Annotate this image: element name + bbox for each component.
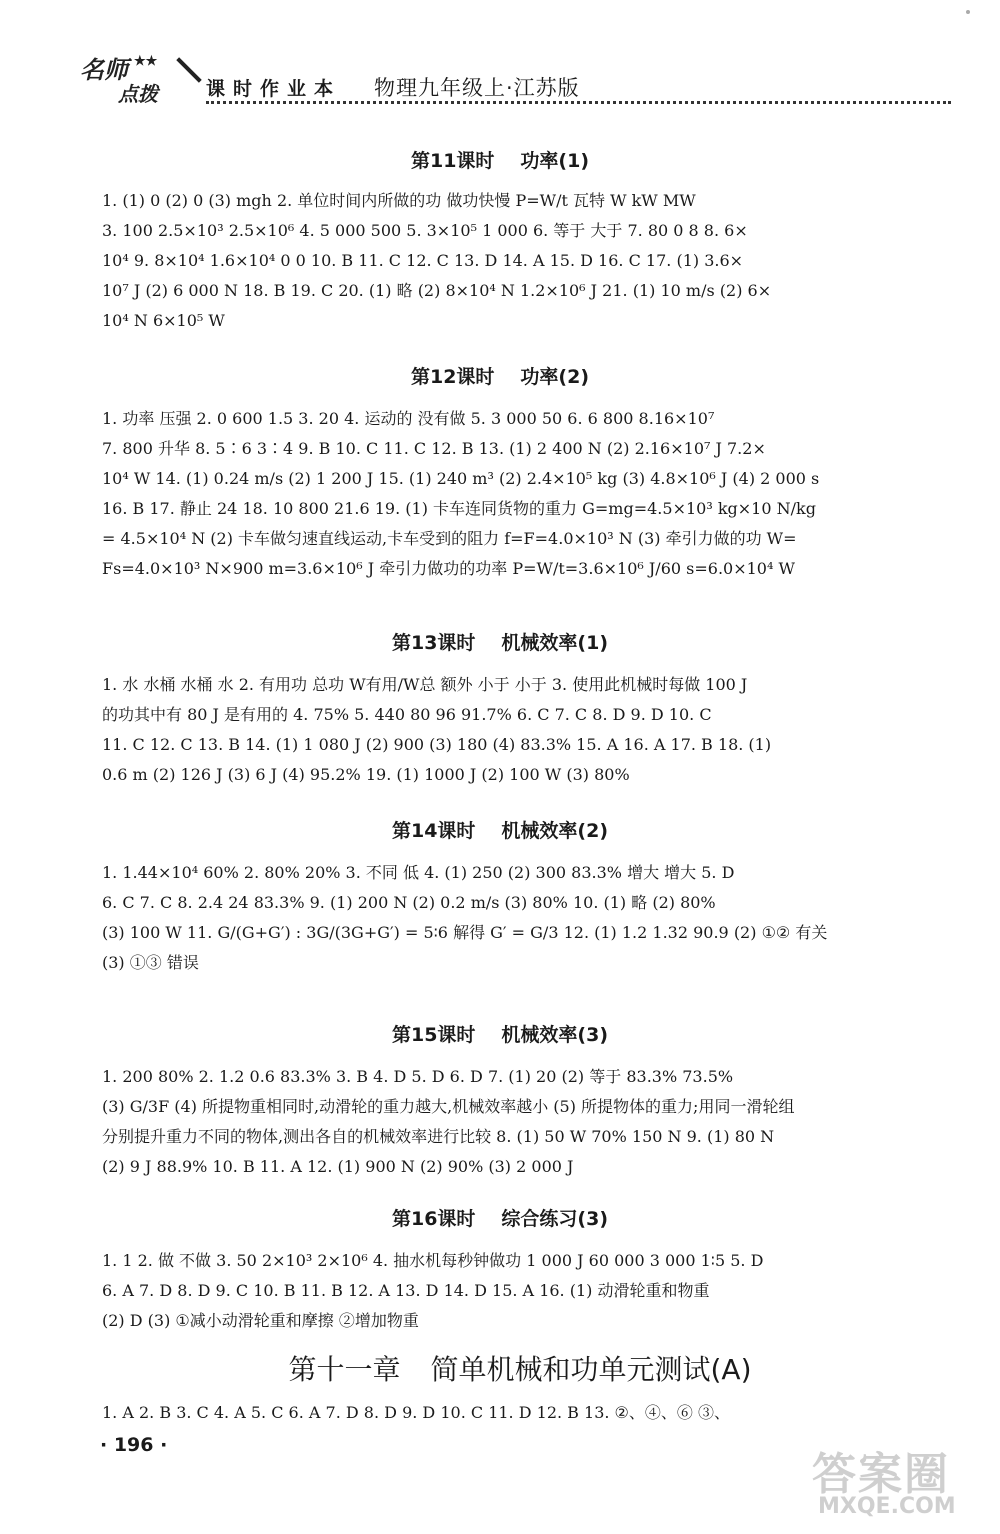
answer-line: 6. A 7. D 8. D 9. C 10. B 11. B 12. A 13. D 14. D 15. A 16. (1) 动滑轮重和物重 (102, 1281, 710, 1300)
answer-block (102, 404, 950, 584)
answer-line: 1. 200 80% 2. 1.2 0.6 83.3% 3. B 4. D 5. D 6. D 7. (1) 20 (2) 等于 83.3% 73.5% (102, 1067, 734, 1086)
answer-line: 16. B 17. 静止 24 18. 10 800 21.6 19. (1) 卡车连同货物的重力 G=mg=4.5×10³ kg×10 N/kg (102, 499, 816, 518)
answer-line: 10⁴ 9. 8×10⁴ 1.6×10⁴ 0 0 10. B 11. C 12. C 13. D 14. A 15. D 16. C 17. (1) 3.6× (102, 251, 744, 270)
answer-block (102, 670, 950, 790)
section-name: 机械效率(1) (501, 632, 609, 654)
answer-line: 1. 功率 压强 2. 0 600 1.5 3. 20 4. 运动的 没有做 5. 3 000 50 6. 6 800 8.16×10⁷ (102, 409, 715, 428)
answer-line: 1. 水 水桶 水桶 水 2. 有用功 总功 W有用/W总 额外 小于 小于 3. 使用此机械时每做 100 J (102, 675, 748, 694)
answer-block (102, 186, 950, 336)
answer-line: 1. A 2. B 3. C 4. A 5. C 6. A 7. D 8. D 9. D 10. C 11. D 12. B 13. ②、④、⑥ ③、 (102, 1403, 730, 1422)
answer-line: = 4.5×10⁴ N (2) 卡车做匀速直线运动,卡车受到的阻力 f=F=4.0×10³ N (3) 牵引力做的功 W= (102, 529, 797, 548)
section-name: 机械效率(2) (501, 820, 609, 842)
section-name: 功率(2) (520, 366, 590, 388)
watermark-url: MXQE.COM (818, 1494, 956, 1519)
logo-line1: 名师 (80, 55, 128, 84)
chapter-number: 第十一章 (288, 1353, 401, 1386)
answer-line: Fs=4.0×10³ N×900 m=3.6×10⁶ J 牵引力做功的功率 P=W/t=3.6×10⁶ J/60 s=6.0×10⁴ W (102, 559, 795, 578)
answer-line: 7. 800 升华 8. 5∶6 3∶4 9. B 10. C 11. C 12. B 13. (1) 2 400 N (2) 2.16×10⁷ J 7.2× (102, 439, 766, 458)
star-icon: ★★ (134, 54, 158, 69)
answer-line: 11. C 12. C 13. B 14. (1) 1 080 J (2) 900 (3) 180 (4) 83.3% 15. A 16. A 17. B 18. (1) (102, 735, 772, 754)
section-title (0, 1204, 1000, 1231)
corner-dot (966, 10, 970, 14)
watermark (812, 1438, 972, 1522)
watermark-logo: 答案圈 (812, 1449, 950, 1500)
answer-line: (2) 9 J 88.9% 10. B 11. A 12. (1) 900 N (2) 90% (3) 2 000 J (102, 1157, 574, 1176)
section-name: 综合练习(3) (501, 1208, 609, 1230)
answer-block (102, 1246, 950, 1336)
book-title: 物理九年级上·江苏版 (374, 76, 580, 100)
answer-line: (3) G/3F (4) 所提物重相同时,动滑轮的重力越大,机械效率越小 (5) 所提物体的重力;用同一滑轮组 (102, 1097, 795, 1116)
logo-line2: 点拨 (118, 82, 158, 106)
answer-line: 的功其中有 80 J 是有用的 4. 75% 5. 440 80 96 91.7% 6. C 7. C 8. D 9. D 10. C (102, 705, 712, 724)
answer-line: 1. 1.44×10⁴ 60% 2. 80% 20% 3. 不同 低 4. (1) 250 (2) 300 83.3% 增大 增大 5. D (102, 863, 735, 882)
header-divider (206, 101, 951, 104)
answer-block (102, 858, 950, 978)
section-number: 第15课时 (391, 1024, 476, 1046)
section-name: 功率(1) (520, 150, 590, 172)
answer-line: 3. 100 2.5×10³ 2.5×10⁶ 4. 5 000 500 5. 3×10⁵ 1 000 6. 等于 大于 7. 80 0 8 8. 6× (102, 221, 748, 240)
answer-block (102, 1398, 950, 1428)
section-title (0, 1020, 1000, 1047)
section-title (0, 362, 1000, 389)
publisher-logo (78, 54, 198, 108)
section-number: 第12课时 (410, 366, 495, 388)
section-title (0, 146, 1000, 173)
answer-line: 1. 1 2. 做 不做 3. 50 2×10³ 2×10⁶ 4. 抽水机每秒钟做功 1 000 J 60 000 3 000 1∶5 5. D (102, 1251, 764, 1270)
section-number: 第11课时 (410, 150, 495, 172)
page-number: · 196 · (100, 1434, 168, 1456)
answer-line: 分别提升重力不同的物体,测出各自的机械效率进行比较 8. (1) 50 W 70% 150 N 9. (1) 80 N (102, 1127, 775, 1146)
answer-line: (3) ①③ 错误 (102, 953, 199, 972)
section-title (0, 816, 1000, 843)
page-header (78, 46, 948, 110)
answer-line: 0.6 m (2) 126 J (3) 6 J (4) 95.2% 19. (1) 1000 J (2) 100 W (3) 80% (102, 765, 630, 784)
chapter-name: 简单机械和功单元测试(A) (430, 1353, 752, 1386)
section-title (0, 628, 1000, 655)
answer-line: (3) 100 W 11. G/(G+G′) : 3G/(3G+G′) = 5∶6 解得 G′ = G/3 12. (1) 1.2 1.32 90.9 (2) ①② 有关 (102, 923, 828, 942)
section-number: 第14课时 (391, 820, 476, 842)
chapter-title (0, 1348, 1000, 1388)
wand-icon (176, 57, 201, 82)
answer-line: 10⁴ W 14. (1) 0.24 m/s (2) 1 200 J 15. (1) 240 m³ (2) 2.4×10⁵ kg (3) 4.8×10⁶ J (4) 2 000 s (102, 469, 820, 488)
series-title: 课时作业本 (206, 78, 342, 100)
answer-line: 6. C 7. C 8. 2.4 24 83.3% 9. (1) 200 N (2) 0.2 m/s (3) 80% 10. (1) 略 (2) 80% (102, 893, 716, 912)
answer-line: (2) D (3) ①减小动滑轮重和摩擦 ②增加物重 (102, 1311, 419, 1330)
section-number: 第16课时 (391, 1208, 476, 1230)
section-name: 机械效率(3) (501, 1024, 609, 1046)
section-number: 第13课时 (391, 632, 476, 654)
answer-line: 10⁴ N 6×10⁵ W (102, 311, 225, 330)
answer-line: 10⁷ J (2) 6 000 N 18. B 19. C 20. (1) 略 (2) 8×10⁴ N 1.2×10⁶ J 21. (1) 10 m/s (2) 6× (102, 281, 772, 300)
answer-block (102, 1062, 950, 1182)
answer-line: 1. (1) 0 (2) 0 (3) mgh 2. 单位时间内所做的功 做功快慢 P=W/t 瓦特 W kW MW (102, 191, 696, 210)
